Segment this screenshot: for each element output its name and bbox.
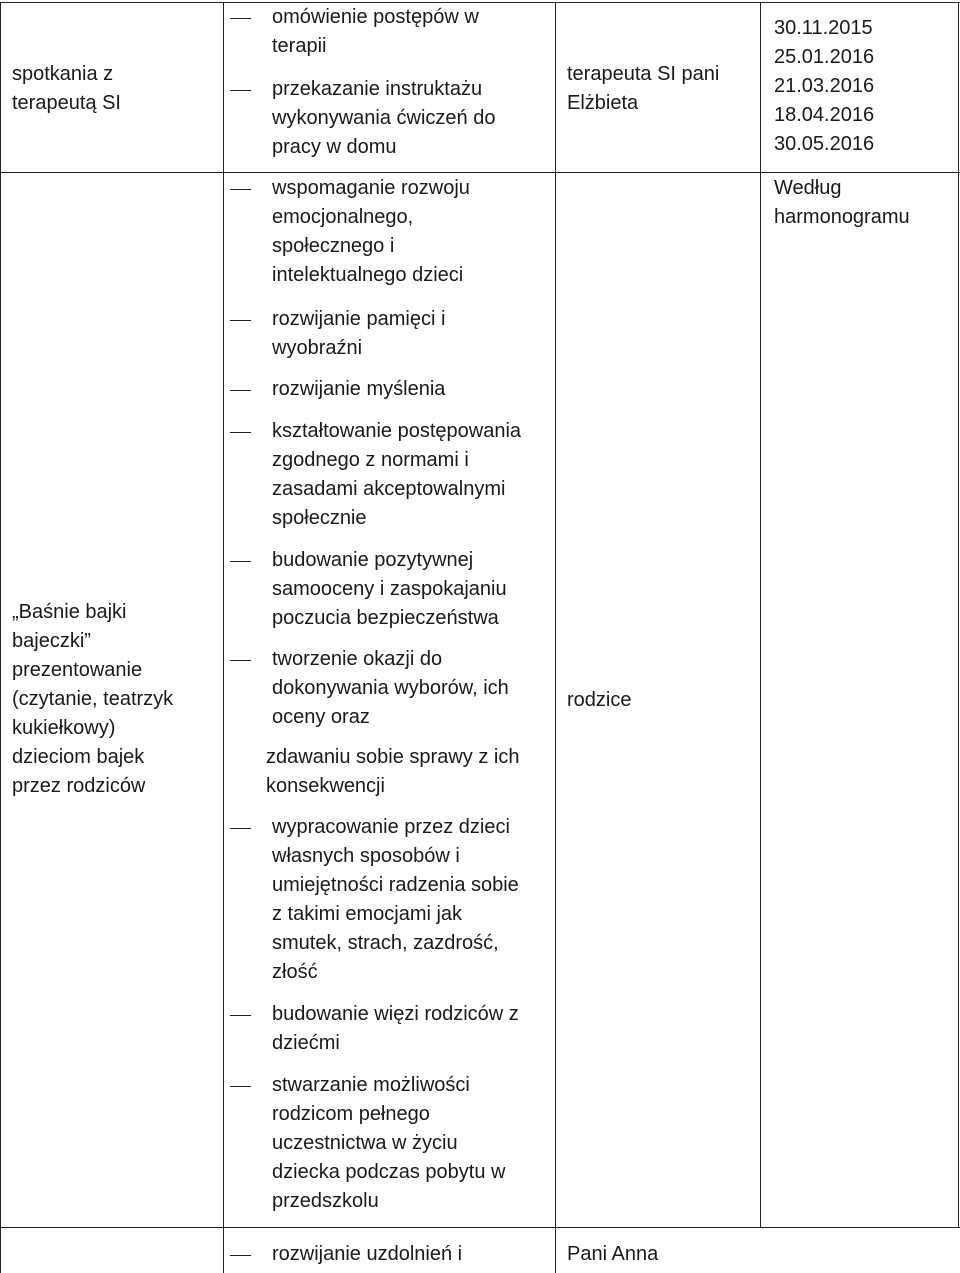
column-divider-3 xyxy=(760,2,761,1228)
activity-cell-row2: „Baśnie bajki bajeczki” prezentowanie (czytanie, teatrzyk kukiełkowy) dzieciom bajek przez rodziców xyxy=(12,601,174,797)
dash-bullet-icon xyxy=(230,660,251,661)
dash-bullet-icon xyxy=(230,432,251,433)
dash-bullet-icon xyxy=(230,320,251,321)
activity-cell-row1: spotkania z terapeutą SI xyxy=(12,63,121,114)
date-item: 25.01.2016 xyxy=(774,46,875,68)
date-item: 21.03.2016 xyxy=(774,75,875,97)
dash-bullet-icon xyxy=(230,90,251,91)
person-cell-row2: rodzice xyxy=(567,689,632,711)
dates-list xyxy=(774,14,944,159)
date-item: 30.05.2016 xyxy=(774,133,875,155)
table-border-right xyxy=(958,2,959,1228)
person-cell-row3: Pani Anna xyxy=(567,1243,659,1265)
date-item: 18.04.2016 xyxy=(774,104,875,126)
dash-bullet-icon xyxy=(230,390,251,391)
dash-bullet-icon xyxy=(230,1086,251,1087)
column-divider-1 xyxy=(223,2,224,1273)
table-border-left xyxy=(0,2,1,1273)
person-cell-row1: terapeuta SI pani Elżbieta xyxy=(567,63,720,114)
dash-bullet-icon xyxy=(230,1255,251,1256)
row-divider-1 xyxy=(0,172,960,173)
timing-cell-row2: Według harmonogramu xyxy=(774,177,910,228)
row-divider-2 xyxy=(0,1227,960,1228)
dash-bullet-icon xyxy=(230,561,251,562)
goal-continuation: zdawaniu sobie sprawy z ich konsekwencji xyxy=(266,746,520,797)
dash-bullet-icon xyxy=(230,18,251,19)
dash-bullet-icon xyxy=(230,828,251,829)
dash-bullet-icon xyxy=(230,189,251,190)
dash-bullet-icon xyxy=(230,1015,251,1016)
date-item: 30.11.2015 xyxy=(774,17,873,39)
